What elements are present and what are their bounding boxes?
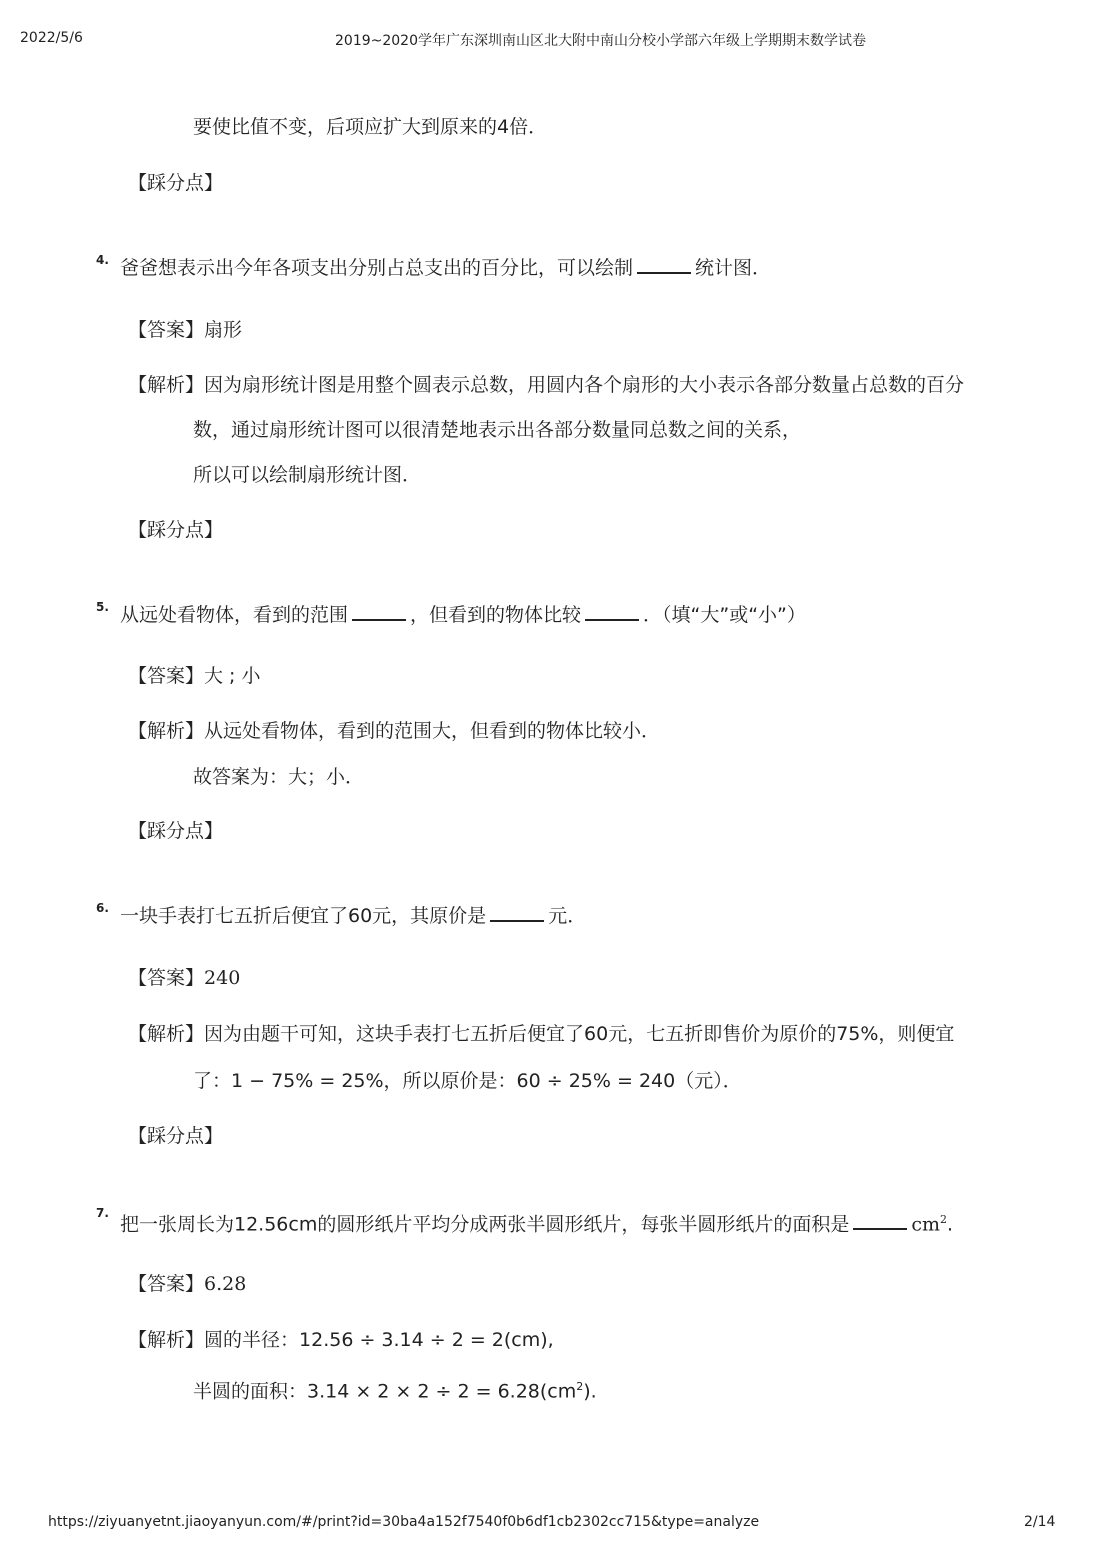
q7-analysis-2-after: ). bbox=[583, 1380, 597, 1403]
q4-number: 4. bbox=[96, 253, 109, 267]
q5-text-2: ，但看到的物体比较 bbox=[410, 604, 582, 626]
q4-question bbox=[120, 254, 771, 281]
q6-text-before: 一块手表打七五折后便宜了60元，其原价是 bbox=[120, 905, 487, 927]
q7-analysis-1: 圆的半径：12.56 ÷ 3.14 ÷ 2 = 2(cm), bbox=[204, 1329, 554, 1351]
q5-answer: 大 ; 小 bbox=[204, 665, 261, 687]
q7-number: 7. bbox=[96, 1206, 109, 1220]
q4-text-before: 爸爸想表示出今年各项支出分别占总支出的百分比，可以绘制 bbox=[120, 257, 634, 279]
q4-points-label: 【踩分点】 bbox=[128, 519, 224, 541]
q5-analysis-2: 故答案为：大；小． bbox=[193, 766, 365, 788]
q5-blank-1 bbox=[352, 601, 406, 621]
q4-analysis-2: 数，通过扇形统计图可以很清楚地表示出各部分数量同总数之间的关系， bbox=[193, 419, 802, 441]
q5-analysis-label: 【解析】 bbox=[128, 720, 205, 742]
q4-blank bbox=[637, 254, 691, 274]
q6-points-label: 【踩分点】 bbox=[128, 1125, 224, 1147]
q6-analysis-1: 因为由题干可知，这块手表打七五折后便宜了60元，七五折即售价为原价的75%，则便宜 bbox=[204, 1023, 955, 1045]
q7-unit-sup: 2 bbox=[940, 1213, 948, 1226]
q4-answer-label: 【答案】 bbox=[128, 319, 205, 341]
q5-number: 5. bbox=[96, 600, 109, 614]
q5-blank-2 bbox=[585, 601, 639, 621]
q6-blank bbox=[490, 902, 544, 922]
q5-answer-label: 【答案】 bbox=[128, 665, 205, 687]
q6-answer-line bbox=[128, 965, 240, 991]
q5-points-label: 【踩分点】 bbox=[128, 820, 224, 842]
q4-answer-line bbox=[128, 317, 242, 343]
q6-text-after: 元． bbox=[548, 905, 587, 927]
q5-analysis-line-1 bbox=[128, 718, 660, 744]
q6-analysis-line-1 bbox=[128, 1021, 954, 1047]
q5-question bbox=[120, 601, 806, 628]
q7-unit: cm bbox=[911, 1213, 941, 1236]
q7-analysis-2-before: 半圆的面积：3.14 × 2 × 2 ÷ 2 = 6.28(cm bbox=[193, 1380, 577, 1403]
q7-answer-line bbox=[128, 1271, 246, 1297]
q7-text-before: 把一张周长为12.56cm的圆形纸片平均分成两张半圆形纸片，每张半圆形纸片的面积是 bbox=[120, 1213, 850, 1236]
q6-question bbox=[120, 902, 586, 929]
prev-analysis-tail: 要使比值不变，后项应扩大到原来的4倍． bbox=[193, 116, 548, 138]
q4-answer: 扇形 bbox=[204, 319, 243, 341]
q4-analysis-1: 因为扇形统计图是用整个圆表示总数，用圆内各个扇形的大小表示各部分数量占总数的百分 bbox=[204, 374, 965, 396]
q4-analysis-label: 【解析】 bbox=[128, 374, 205, 396]
q5-analysis-1: 从远处看物体，看到的范围大，但看到的物体比较小． bbox=[204, 720, 661, 742]
q7-answer-label: 【答案】 bbox=[128, 1273, 205, 1295]
q7-answer: 6.28 bbox=[204, 1273, 247, 1295]
header-title: 2019~2020学年广东深圳南山区北大附中南山分校小学部六年级上学期期末数学试卷 bbox=[335, 33, 866, 49]
q7-question bbox=[120, 1207, 953, 1237]
prev-points-label: 【踩分点】 bbox=[128, 172, 224, 194]
q6-analysis-2: 了：1 − 75% = 25%，所以原价是：60 ÷ 25% = 240（元）． bbox=[193, 1070, 742, 1092]
q5-text-1: 从远处看物体，看到的范围 bbox=[120, 604, 349, 626]
q6-analysis-label: 【解析】 bbox=[128, 1023, 205, 1045]
q7-text-end: . bbox=[947, 1213, 954, 1236]
q6-answer: 240 bbox=[204, 967, 241, 989]
q7-analysis-2 bbox=[193, 1374, 597, 1404]
header-date: 2022/5/6 bbox=[20, 30, 83, 46]
q5-text-3: ．（填“大”或“小”） bbox=[643, 604, 806, 626]
q6-number: 6. bbox=[96, 901, 109, 915]
q7-analysis-line-1 bbox=[128, 1327, 554, 1353]
q6-answer-label: 【答案】 bbox=[128, 967, 205, 989]
q5-answer-line bbox=[128, 663, 261, 689]
footer-url[interactable]: https://ziyuanyetnt.jiaoyanyun.com/#/print?id=30ba4a152f7540f0b6df1cb2302cc715&type=analyze bbox=[48, 1514, 760, 1530]
q4-text-after: 统计图． bbox=[695, 257, 772, 279]
q7-analysis-2-sup: 2 bbox=[576, 1380, 584, 1393]
q4-analysis-3: 所以可以绘制扇形统计图． bbox=[193, 464, 422, 486]
footer-page-number: 2/14 bbox=[1024, 1514, 1056, 1530]
q7-blank bbox=[853, 1210, 907, 1230]
q7-analysis-label: 【解析】 bbox=[128, 1329, 205, 1351]
q4-analysis-line-1 bbox=[128, 372, 964, 398]
